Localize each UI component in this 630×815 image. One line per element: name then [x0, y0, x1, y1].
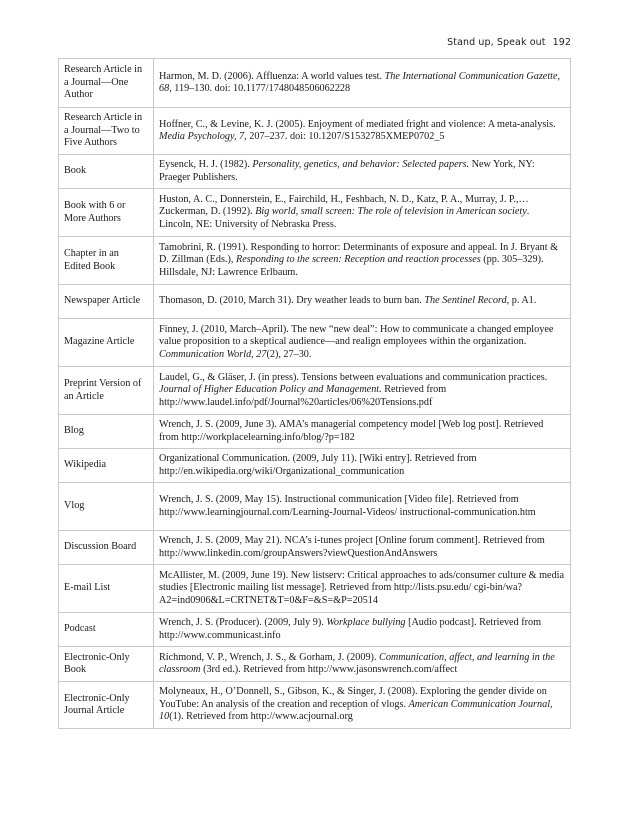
reference-entry-cell [154, 59, 571, 108]
table-row [59, 108, 571, 155]
reference-text: McAllister, M. (2009, June 19). New listserv: Critical approaches to ads/consumer culture & media studies [Electronic mailing list message]. Retrieved from http://lists.psu.edu/ cgi-bin/wa?A2=ind0906&L=CRTNET&T=0&F=&S=&P=20514 [159, 569, 565, 606]
reference-text: Organizational Communication. (2009, July 11). [Wiki entry]. Retrieved from http://en.wikipedia.org/wiki/Organizational_communication [159, 453, 477, 477]
source-type-cell: Blog [59, 415, 154, 449]
source-type-cell: Research Article in a Journal—One Author [59, 59, 154, 108]
source-type-cell: Wikipedia [59, 449, 154, 483]
reference-italic-text: Big world, small screen: The role of television in American society [255, 206, 527, 218]
reference-text: Thomason, D. (2010, March 31). Dry weather leads to burn ban. [159, 295, 425, 307]
reference-entry-cell [154, 565, 571, 613]
source-type-cell: Preprint Version of an Article [59, 367, 154, 415]
reference-text: . Lincoln, NE: University of Nebraska Press. [159, 206, 530, 230]
reference-text: (pp. 305–329). Hillsdale, NJ: Lawrence Erlbaum. [159, 254, 544, 278]
reference-text: [Audio podcast]. Retrieved from http://www.communicast.info [159, 617, 542, 641]
reference-text: Finney, J. (2010, March–April). The new “new deal”: How to communicate a changed employee value proposition to a skeptical audience—and realign employees within the organization. [159, 323, 554, 348]
reference-italic-text: The International Communication Gazette, 68, [159, 70, 561, 94]
source-type-cell: Newspaper Article [59, 285, 154, 319]
reference-text: (2), 27–30. [266, 348, 312, 360]
running-head [447, 37, 571, 48]
reference-entry-cell [154, 319, 571, 367]
reference-text: New York, NY: Praeger Publishers. [159, 159, 535, 183]
reference-entry-cell [154, 155, 571, 189]
reference-italic-text: Media Psychology, 7, [159, 131, 247, 142]
source-type-cell: Electronic-Only Book [59, 647, 154, 682]
source-type-cell: Discussion Board [59, 531, 154, 565]
reference-entry-cell [154, 108, 571, 155]
reference-text: Tamobrini, R. (1991). Responding to horror: Determinants of exposure and appeal. In J. Bryant & D. Zillman (Eds.), [159, 241, 559, 266]
source-type-cell: E-mail List [59, 565, 154, 613]
reference-italic-text: Journal of Higher Education Policy and Management. [159, 384, 382, 396]
reference-examples-table [58, 58, 571, 729]
table-row [59, 367, 571, 415]
reference-italic-text: Workplace bullying [326, 617, 406, 629]
reference-text: Molyneaux, H., O’Donnell, S., Gibson, K., & Singer, J. (2008). Exploring the gender divide on YouTube: An analysis of the creation and reception of vlogs. [159, 686, 547, 710]
reference-italic-text: Communication, affect, and learning in the classroom [159, 651, 555, 675]
reference-italic-text: Responding to the screen: Reception and reaction processes [235, 254, 481, 266]
reference-entry-cell [154, 237, 571, 285]
reference-text: , p. A1. [506, 295, 537, 307]
running-title: Stand up, Speak out [447, 37, 546, 48]
table-row [59, 682, 571, 729]
reference-entry-cell [154, 483, 571, 531]
reference-text: Harmon, M. D. (2006). Affluenza: A world values test. [159, 70, 385, 82]
table-row [59, 647, 571, 682]
table-row [59, 449, 571, 483]
source-type-cell: Research Article in a Journal—Two to Five Authors [59, 108, 154, 155]
reference-text: Wrench, J. S. (2009, May 21). NCA’s i-tunes project [Online forum comment]. Retrieved from http://www.linkedin.com/groupAnswers?viewQuestionAndAnswers [159, 535, 545, 559]
reference-entry-cell [154, 189, 571, 237]
reference-entry-cell [154, 367, 571, 415]
reference-entry-cell [154, 449, 571, 483]
source-type-cell: Magazine Article [59, 319, 154, 367]
reference-text: (3rd ed.). Retrieved from http://www.jasonswrench.com/affect [200, 664, 458, 675]
table-row [59, 59, 571, 108]
source-type-cell: Chapter in an Edited Book [59, 237, 154, 285]
reference-text: Huston, A. C., Donnerstein, E., Fairchild, H., Feshbach, N. D., Katz, P. A., Murray, J. P.,…Zuckerman, D. (1992). [159, 193, 529, 218]
reference-entry-cell [154, 647, 571, 682]
reference-entry-cell [154, 415, 571, 449]
source-type-cell: Podcast [59, 613, 154, 647]
reference-italic-text: The Sentinel Record [424, 295, 507, 307]
table-row [59, 285, 571, 319]
reference-text: Retrieved from http://www.laudel.info/pdf/Journal%20articles/06%20Tensions.pdf [159, 384, 447, 408]
reference-text: 119–130. doi: 10.1177/1748048506062228 [171, 83, 351, 94]
reference-italic-text: American Communication Journal, 10 [159, 698, 553, 723]
table-row [59, 319, 571, 367]
source-type-cell: Book with 6 or More Authors [59, 189, 154, 237]
source-type-cell: Vlog [59, 483, 154, 531]
reference-text: Hoffner, C., & Levine, K. J. (2005). Enjoyment of mediated fright and violence: A meta-analysis. [159, 118, 556, 130]
source-type-cell: Book [59, 155, 154, 189]
reference-table-body [59, 59, 571, 729]
reference-text: Wrench, J. S. (2009, May 15). Instructional communication [Video file]. Retrieved from http://www.learningjournal.com/Learning-Journal-Videos/ instructional-communication.htm [159, 494, 536, 518]
reference-entry-cell [154, 285, 571, 319]
table-row [59, 189, 571, 237]
reference-entry-cell [154, 613, 571, 647]
reference-italic-text: Communication World, 27 [159, 348, 267, 360]
reference-text: Wrench, J. S. (Producer). (2009, July 9). [159, 617, 327, 629]
source-type-cell: Electronic-Only Journal Article [59, 682, 154, 729]
reference-text: Laudel, G., & Gläser, J. (in press). Tensions between evaluations and communication practices. [159, 371, 548, 383]
table-row [59, 613, 571, 647]
table-row [59, 155, 571, 189]
table-row [59, 237, 571, 285]
reference-entry-cell [154, 531, 571, 565]
reference-text: Richmond, V. P., Wrench, J. S., & Gorham, J. (2009). [159, 651, 380, 663]
table-row [59, 415, 571, 449]
page-number: 192 [552, 37, 571, 48]
reference-text: 207–237. doi: 10.1207/S1532785XMEP0702_5 [246, 131, 445, 142]
table-row [59, 483, 571, 531]
table-row [59, 531, 571, 565]
reference-italic-text: Personality, genetics, and behavior: Selected papers. [252, 159, 470, 171]
table-row [59, 565, 571, 613]
reference-text: (1). Retrieved from http://www.acjournal.org [169, 711, 353, 723]
reference-text: Eysenck, H. J. (1982). [159, 159, 253, 171]
reference-entry-cell [154, 682, 571, 729]
reference-text: Wrench, J. S. (2009, June 3). AMA’s managerial competency model [Web log post]. Retrieved from http://workplacelearning.info/blog/?p=182 [159, 419, 544, 443]
